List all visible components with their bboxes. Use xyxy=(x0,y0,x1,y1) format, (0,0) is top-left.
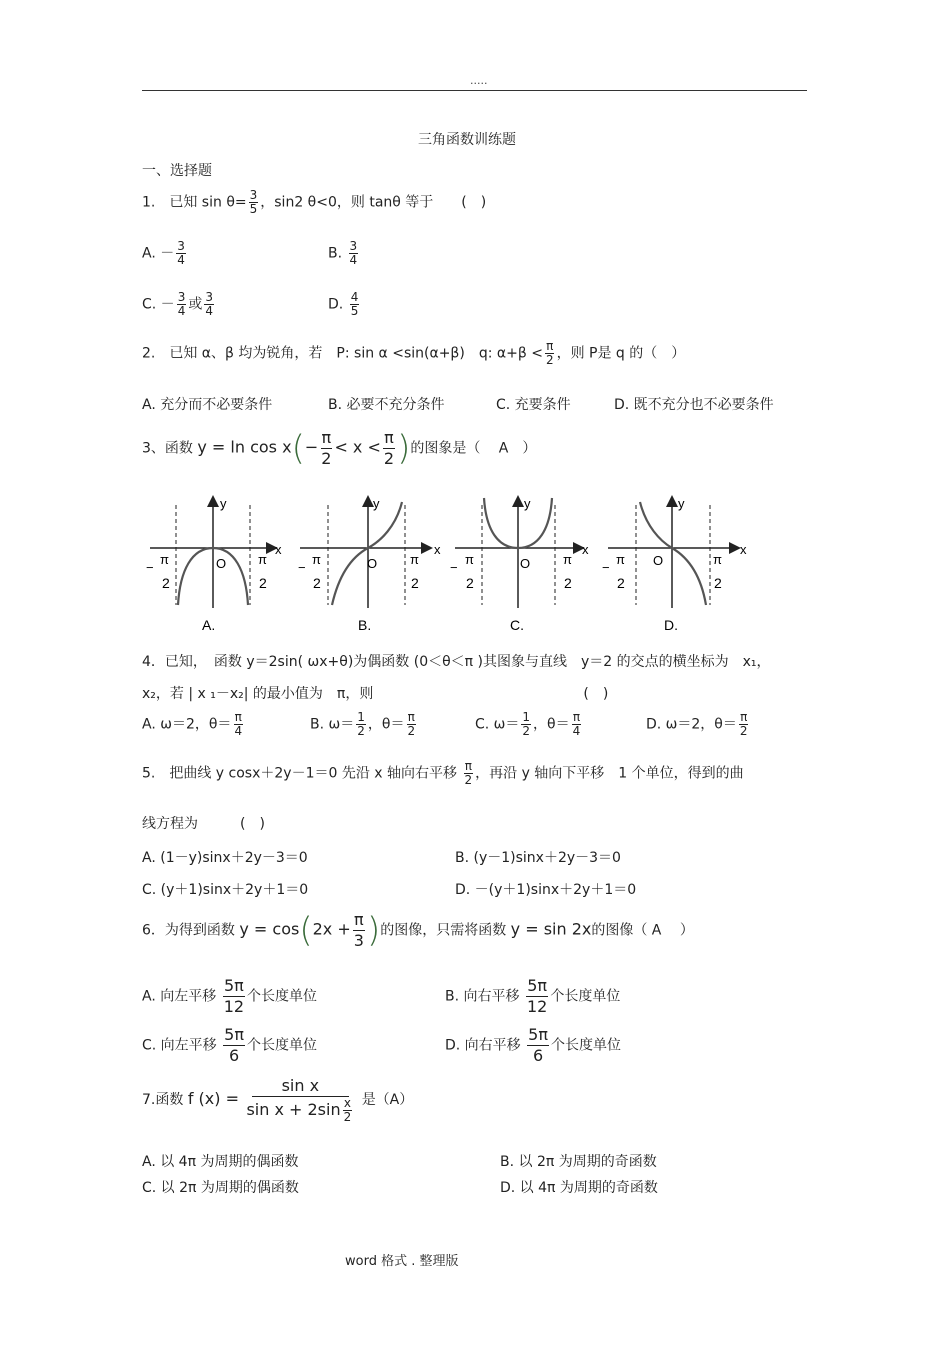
graph-c[interactable] xyxy=(450,496,589,633)
graph-d-label: D. xyxy=(664,617,678,633)
q5-option-a[interactable]: A. (1－y)sinx＋2y－3＝0 xyxy=(142,850,308,866)
q3-stem: 3、函数 y = ln cos x(− $\frac{\pi}{2}$ < x < $\frac{\pi}{2}$ )的图象是（ A ） xyxy=(142,428,537,469)
graph-b-label: B. xyxy=(358,617,372,633)
svg-text:π: π xyxy=(258,552,267,567)
svg-text:π: π xyxy=(465,552,474,567)
svg-text:2: 2 xyxy=(162,575,170,591)
graph-b[interactable] xyxy=(298,496,441,633)
q4-option-a[interactable]: A. ω＝2，θ＝ $\frac{\pi}{4}$ xyxy=(142,710,243,738)
svg-text:x: x xyxy=(434,542,441,557)
svg-text:−: − xyxy=(450,560,458,575)
svg-text:2: 2 xyxy=(466,575,474,591)
svg-text:y: y xyxy=(524,496,531,511)
graph-a-label: A. xyxy=(202,617,216,633)
q5-option-b[interactable]: B. (y－1)sinx＋2y－3＝0 xyxy=(455,850,621,866)
section-heading: 一、选择题 xyxy=(142,163,212,179)
axis-label-x: x xyxy=(275,542,282,557)
page-title: 三角函数训练题 xyxy=(418,132,516,148)
svg-text:π: π xyxy=(160,552,169,567)
header-dots: ..... xyxy=(470,74,488,87)
graph-a[interactable] xyxy=(146,496,282,633)
q2-option-b[interactable]: B. 必要不充分条件 xyxy=(328,397,445,413)
q6-option-c[interactable]: C. 向左平移 $\frac{5\pi}{6}$ 个长度单位 xyxy=(142,1025,317,1065)
origin-label: O xyxy=(216,556,227,571)
svg-text:π: π xyxy=(713,552,722,567)
svg-text:2: 2 xyxy=(411,575,419,591)
svg-text:π: π xyxy=(410,552,419,567)
svg-text:O: O xyxy=(653,553,664,568)
q4-option-c[interactable]: C. ω＝ $\frac{1}{2}$ ，θ＝ $\frac{\pi}{4}$ xyxy=(475,710,581,738)
svg-text:−: − xyxy=(146,560,154,575)
q2-option-c[interactable]: C. 充要条件 xyxy=(496,397,571,413)
footer-text: word 格式 . 整理版 xyxy=(345,1254,459,1269)
q1-stem: 1. 已知 sin θ= $\frac{3}{5}$ ，sin2 θ<0，则 tanθ 等于 ( ) xyxy=(142,188,487,216)
q6-option-b[interactable]: B. 向右平移 $\frac{5\pi}{12}$ 个长度单位 xyxy=(445,976,621,1016)
q2-stem: 2. 已知 α、β 均为锐角，若 P: sin α <sin(α+β) q: α+β < $\frac{\pi}{2}$ ，则 P是 q 的（ ） xyxy=(142,339,686,367)
q1-option-c[interactable]: C. － $\frac{3}{4}$ 或 $\frac{3}{4}$ xyxy=(142,290,213,318)
svg-text:2: 2 xyxy=(617,575,625,591)
q5-option-d[interactable]: D. －(y＋1)sinx＋2y＋1＝0 xyxy=(455,882,637,898)
q5-option-c[interactable]: C. (y＋1)sinx＋2y＋1＝0 xyxy=(142,882,309,898)
q6-option-d[interactable]: D. 向右平移 $\frac{5\pi}{6}$ 个长度单位 xyxy=(445,1025,621,1065)
q2-option-d[interactable]: D. 既不充分也不必要条件 xyxy=(614,397,774,413)
q5-stem-line2: 线方程为 ( ) xyxy=(142,816,265,832)
q2-option-a[interactable]: A. 充分而不必要条件 xyxy=(142,397,273,413)
svg-text:O: O xyxy=(367,556,378,571)
q1-option-d[interactable]: D. $\frac{4}{5}$ xyxy=(328,290,359,318)
svg-text:−: − xyxy=(602,560,610,575)
q4-stem-line2: x₂，若 | x ₁－x₂| 的最小值为 π，则 ( ) xyxy=(142,686,609,702)
q4-stem-line1: 4．已知， 函数 y＝2sin( ωx+θ)为偶函数 (0＜θ＜π )其图象与直线 y＝2 的交点的横坐标为 x₁， xyxy=(142,654,771,670)
q4-option-d[interactable]: D. ω＝2，θ＝ $\frac{\pi}{2}$ xyxy=(646,710,748,738)
q6-option-a[interactable]: A. 向左平移 $\frac{5\pi}{12}$ 个长度单位 xyxy=(142,976,318,1016)
svg-text:π: π xyxy=(563,552,572,567)
svg-text:O: O xyxy=(520,556,531,571)
q4-option-b[interactable]: B. ω＝ $\frac{1}{2}$ ，θ＝ $\frac{\pi}{2}$ xyxy=(310,710,416,738)
svg-text:y: y xyxy=(373,496,380,511)
graph-d[interactable] xyxy=(602,496,747,633)
q7-option-d[interactable]: D. 以 4π 为周期的奇函数 xyxy=(500,1180,658,1196)
axis-label-y: y xyxy=(220,496,227,511)
svg-text:2: 2 xyxy=(313,575,321,591)
svg-text:2: 2 xyxy=(259,575,267,591)
q7-option-b[interactable]: B. 以 2π 为周期的奇函数 xyxy=(500,1154,657,1170)
svg-text:x: x xyxy=(582,542,589,557)
svg-text:x: x xyxy=(740,542,747,557)
graph-c-label: C. xyxy=(510,617,524,633)
svg-text:−: − xyxy=(298,560,306,575)
q7-stem: 7.函数 f (x) = sin x sin x + 2sin $\frac{x}{2}$ 是（A） xyxy=(142,1076,414,1124)
q6-stem: 6．为得到函数 y = cos(2x + $\frac{\pi}{3}$ )的图像，只需将函数 y = sin 2x的图像（ A ） xyxy=(142,910,694,951)
q1-option-a[interactable]: A. － $\frac{3}{4}$ xyxy=(142,239,185,267)
svg-text:2: 2 xyxy=(714,575,722,591)
q3-graphs xyxy=(140,490,770,640)
q7-option-c[interactable]: C. 以 2π 为周期的偶函数 xyxy=(142,1180,299,1196)
svg-text:2: 2 xyxy=(564,575,572,591)
q5-stem: 5. 把曲线 y cosx＋2y－1＝0 先沿 x 轴向右平移 $\frac{\pi}{2}$ ，再沿 y 轴向下平移 1 个单位，得到的曲 xyxy=(142,759,744,787)
svg-text:π: π xyxy=(616,552,625,567)
q1-option-b[interactable]: B. $\frac{3}{4}$ xyxy=(328,239,358,267)
svg-text:π: π xyxy=(312,552,321,567)
q7-option-a[interactable]: A. 以 4π 为周期的偶函数 xyxy=(142,1154,299,1170)
header-rule xyxy=(142,90,807,91)
svg-text:y: y xyxy=(678,496,685,511)
